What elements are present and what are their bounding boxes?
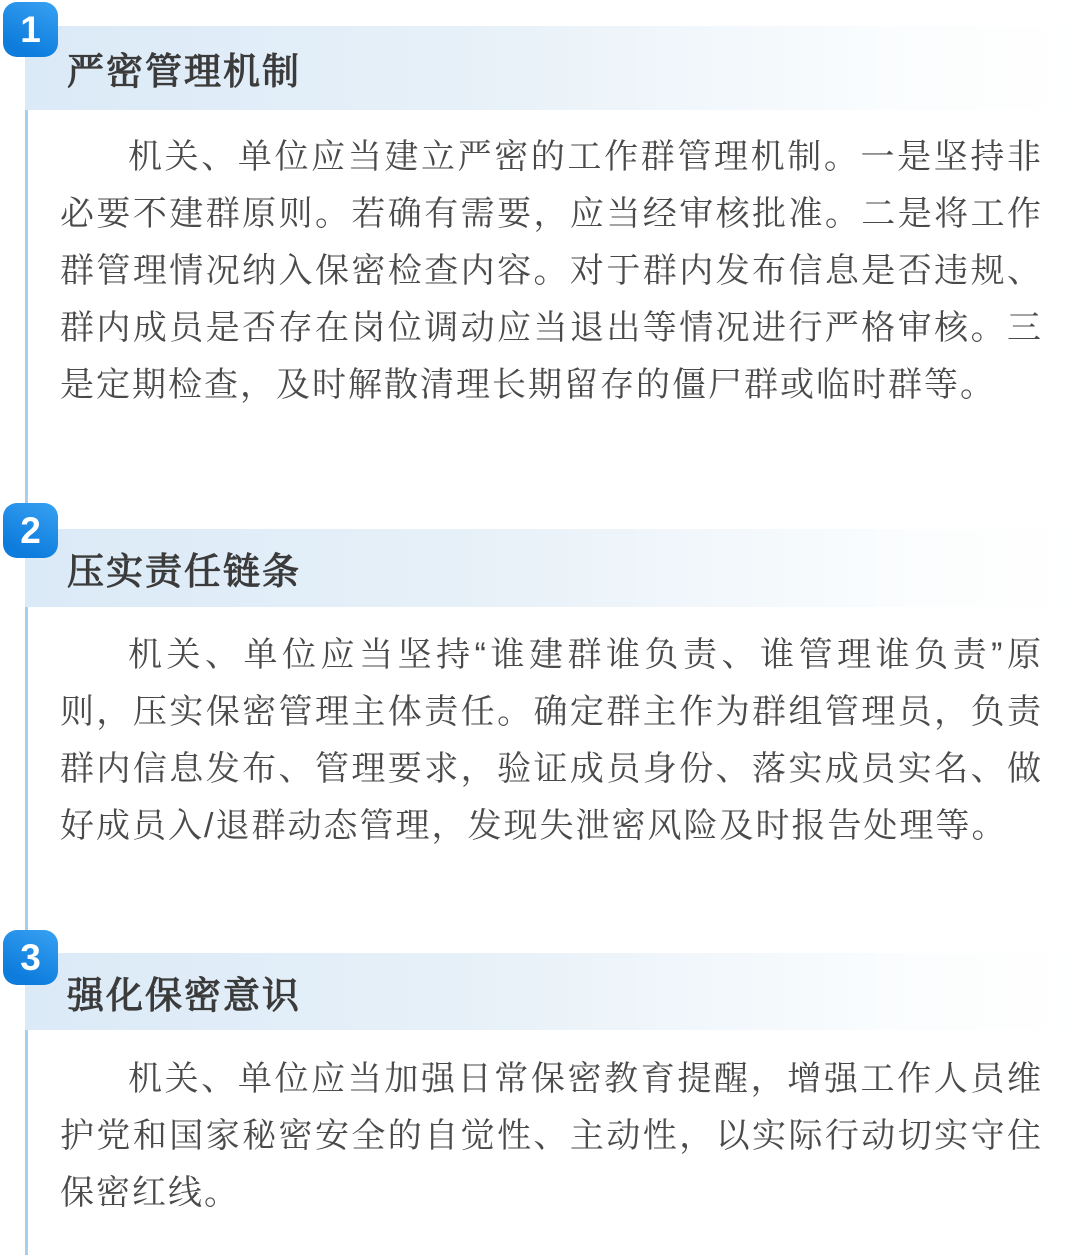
section-1-body: 机关、单位应当建立严密的工作群管理机制。一是坚持非必要不建群原则。若确有需要，应当经审核批准。二是将工作群管理情况纳入保密检查内容。对于群内发布信息是否违规、群内成员是否存在岗位调动应当退出等情况进行严格审核。三是定期检查，及时解散清理长期留存的僵尸群或临时群等。 xyxy=(60,138,1043,404)
section-3-title: 强化保密意识 xyxy=(67,974,301,1016)
section-2-body: 机关、单位应当坚持“谁建群谁负责、谁管理谁负责”原则，压实保密管理主体责任。确定群主作为群组管理员，负责群内信息发布、管理要求，验证成员身份、落实成员实名、做好成员入/退群动态管理，发现失泄密风险及时报告处理等。 xyxy=(60,636,1043,845)
timeline-line xyxy=(25,30,28,1255)
section-3-header xyxy=(25,953,1080,1030)
section-2-number-badge: 2 xyxy=(3,503,58,558)
section-3-number-badge: 3 xyxy=(3,930,58,985)
section-1-number-badge: 1 xyxy=(3,2,58,57)
section-1-header xyxy=(25,26,1080,110)
section-2-title: 压实责任链条 xyxy=(67,551,301,592)
section-2-header xyxy=(25,529,1080,607)
section-1-title: 严密管理机制 xyxy=(67,51,301,92)
section-3-body: 机关、单位应当加强日常保密教育提醒，增强工作人员维护党和国家秘密安全的自觉性、主动性，以实际行动切实守住保密红线。 xyxy=(60,1060,1043,1212)
